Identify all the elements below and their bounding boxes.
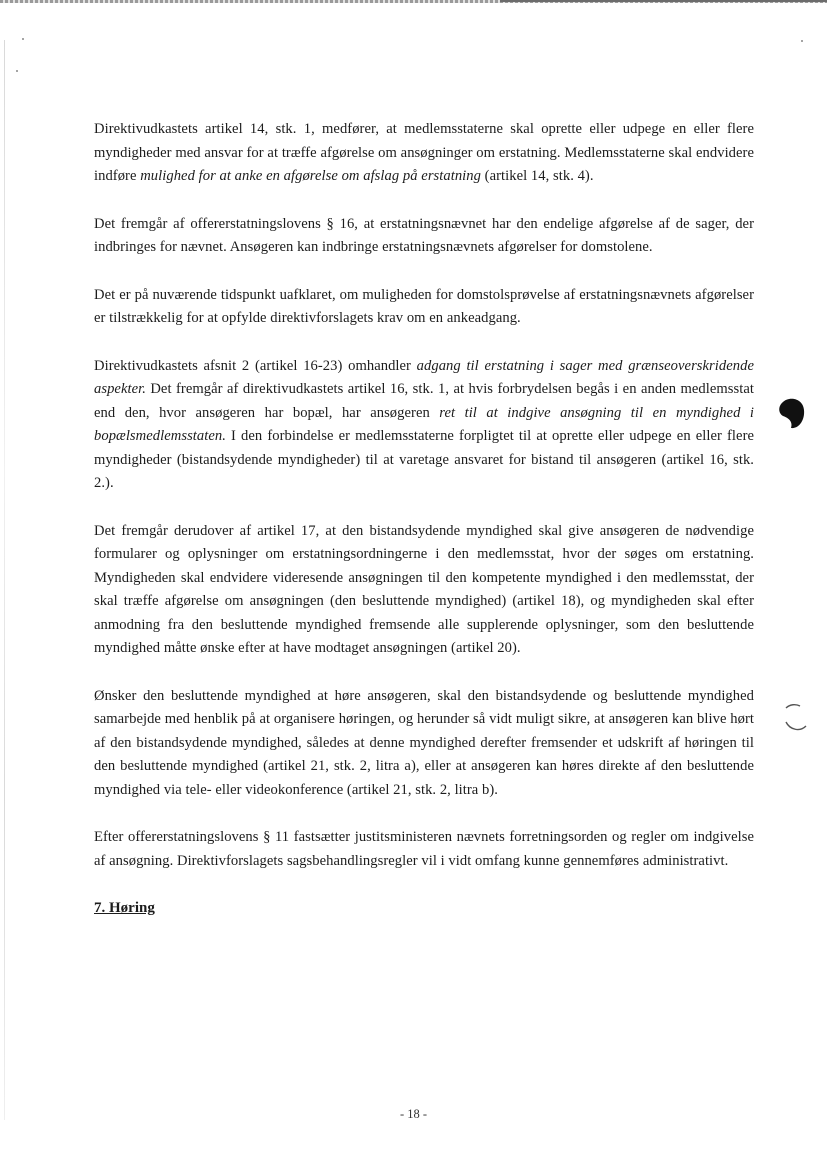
scan-edge-left — [4, 40, 5, 1120]
paragraph — [94, 284, 754, 331]
paragraph-text: Ønsker den besluttende myndighed at høre ansøgeren, skal den bistandsydende og besluttende myndighed samarbejde med henblik på at organisere høringen, og herunder så vidt muligt sikre, at ansøgeren kan blive hørt af den bistandsydende myndighed, således at denne myndighed derefter fremsender et udskrift af høringen til den besluttende myndighed (artikel 21, stk. 2, litra a), eller at ansøgeren kan høres direkte af den besluttende myndighed via tele- eller videokonference (artikel 21, stk. 2, litra b). — [94, 687, 754, 798]
paragraph-text: Efter offererstatningslovens § 11 fastsætter justitsministeren nævnets forretningsorden og regler om indgivelse af ansøgning. Direktivforslagets sagsbehandlingsregler vil i vidt omfang kunne gennemføres administrativt. — [94, 829, 754, 869]
document-page — [94, 118, 754, 919]
paragraph-text: Det er på nuværende tidspunkt uafklaret, om muligheden for domstolsprøvelse af erstatningsnævnets afgørelser er tilstrækkelig for at opfylde direktivforslagets krav om en ankeadgang. — [94, 286, 754, 326]
paragraph — [94, 685, 754, 803]
page-number: - 18 - — [399, 1107, 428, 1121]
paragraph-text: Det fremgår af offererstatningslovens § 16, at erstatningsnævnet har den endelige afgørelse af de sager, der indbringes for nævnet. Ansøgeren kan indbringe erstatningsnævnets afgørelser for domstolene. — [94, 215, 754, 255]
italic-text: ret til at indgive ansøgning til en myndighed i bopælsmedlemsstaten. — [94, 404, 755, 444]
scan-edge-top-dark — [500, 0, 827, 2]
paragraph-text: I den forbindelse er medlemsstaterne forpligtet til at oprette eller udpege en eller flere myndigheder (bistandsydende myndigheder) til at varetage ansvaret for bistand til ansøgeren (artikel 16, stk. 2.). — [94, 428, 754, 491]
paragraph — [94, 213, 754, 260]
scan-speck — [16, 70, 18, 72]
italic-text: adgang til erstatning i sager med grænseoverskridende aspekter. — [94, 357, 754, 397]
italic-text: mulighed for at anke en afgørelse om afslag på erstatning — [140, 168, 481, 184]
paragraph-text: Det fremgår af direktivudkastets artikel 16, stk. 1, at hvis forbrydelsen begås i en anden medlemsstat end den, hvor ansøgeren har bopæl, har ansøgeren — [94, 381, 754, 421]
scan-speck — [22, 38, 24, 40]
paragraph-text: Det fremgår derudover af artikel 17, at den bistandsydende myndighed skal give ansøgeren de nødvendige formularer og oplysninger om erstatningsordningerne i den medlemsstat, hvor der søges om erstatning. Myndigheden skal endvidere videresende ansøgningen til den kompetente myndighed i den medlemsstat, der skal træffe afgørelse om ansøgningen (den besluttende myndighed) (artikel 18), og myndigheden skal efter anmodning fra den besluttende myndighed fremsende alle supplerende oplysninger, som den besluttende myndighed måtte ønske efter at have modtaget ansøgningen (artikel 20). — [94, 522, 754, 656]
paragraph-text: Direktivudkastets afsnit 2 (artikel 16-23) omhandler — [94, 357, 417, 374]
section-heading: 7. Høring — [94, 900, 155, 916]
staple-mark-icon — [782, 700, 810, 736]
scan-speck — [801, 40, 803, 42]
hole-punch-mark-icon — [777, 396, 805, 430]
paragraph-text: (artikel 14, stk. 4). — [480, 168, 594, 184]
paragraph — [94, 355, 754, 496]
paragraph — [94, 520, 754, 661]
paragraph — [94, 826, 754, 873]
paragraph-text: Direktivudkastets artikel 14, stk. 1, medfører, at medlemsstaterne skal oprette eller udpege en eller flere myndigheder med ansvar for at træffe afgørelse om ansøgninger om erstatning. Medlemsstaterne skal endvidere indføre — [94, 121, 754, 184]
paragraph — [94, 118, 754, 189]
document-body — [94, 118, 754, 873]
